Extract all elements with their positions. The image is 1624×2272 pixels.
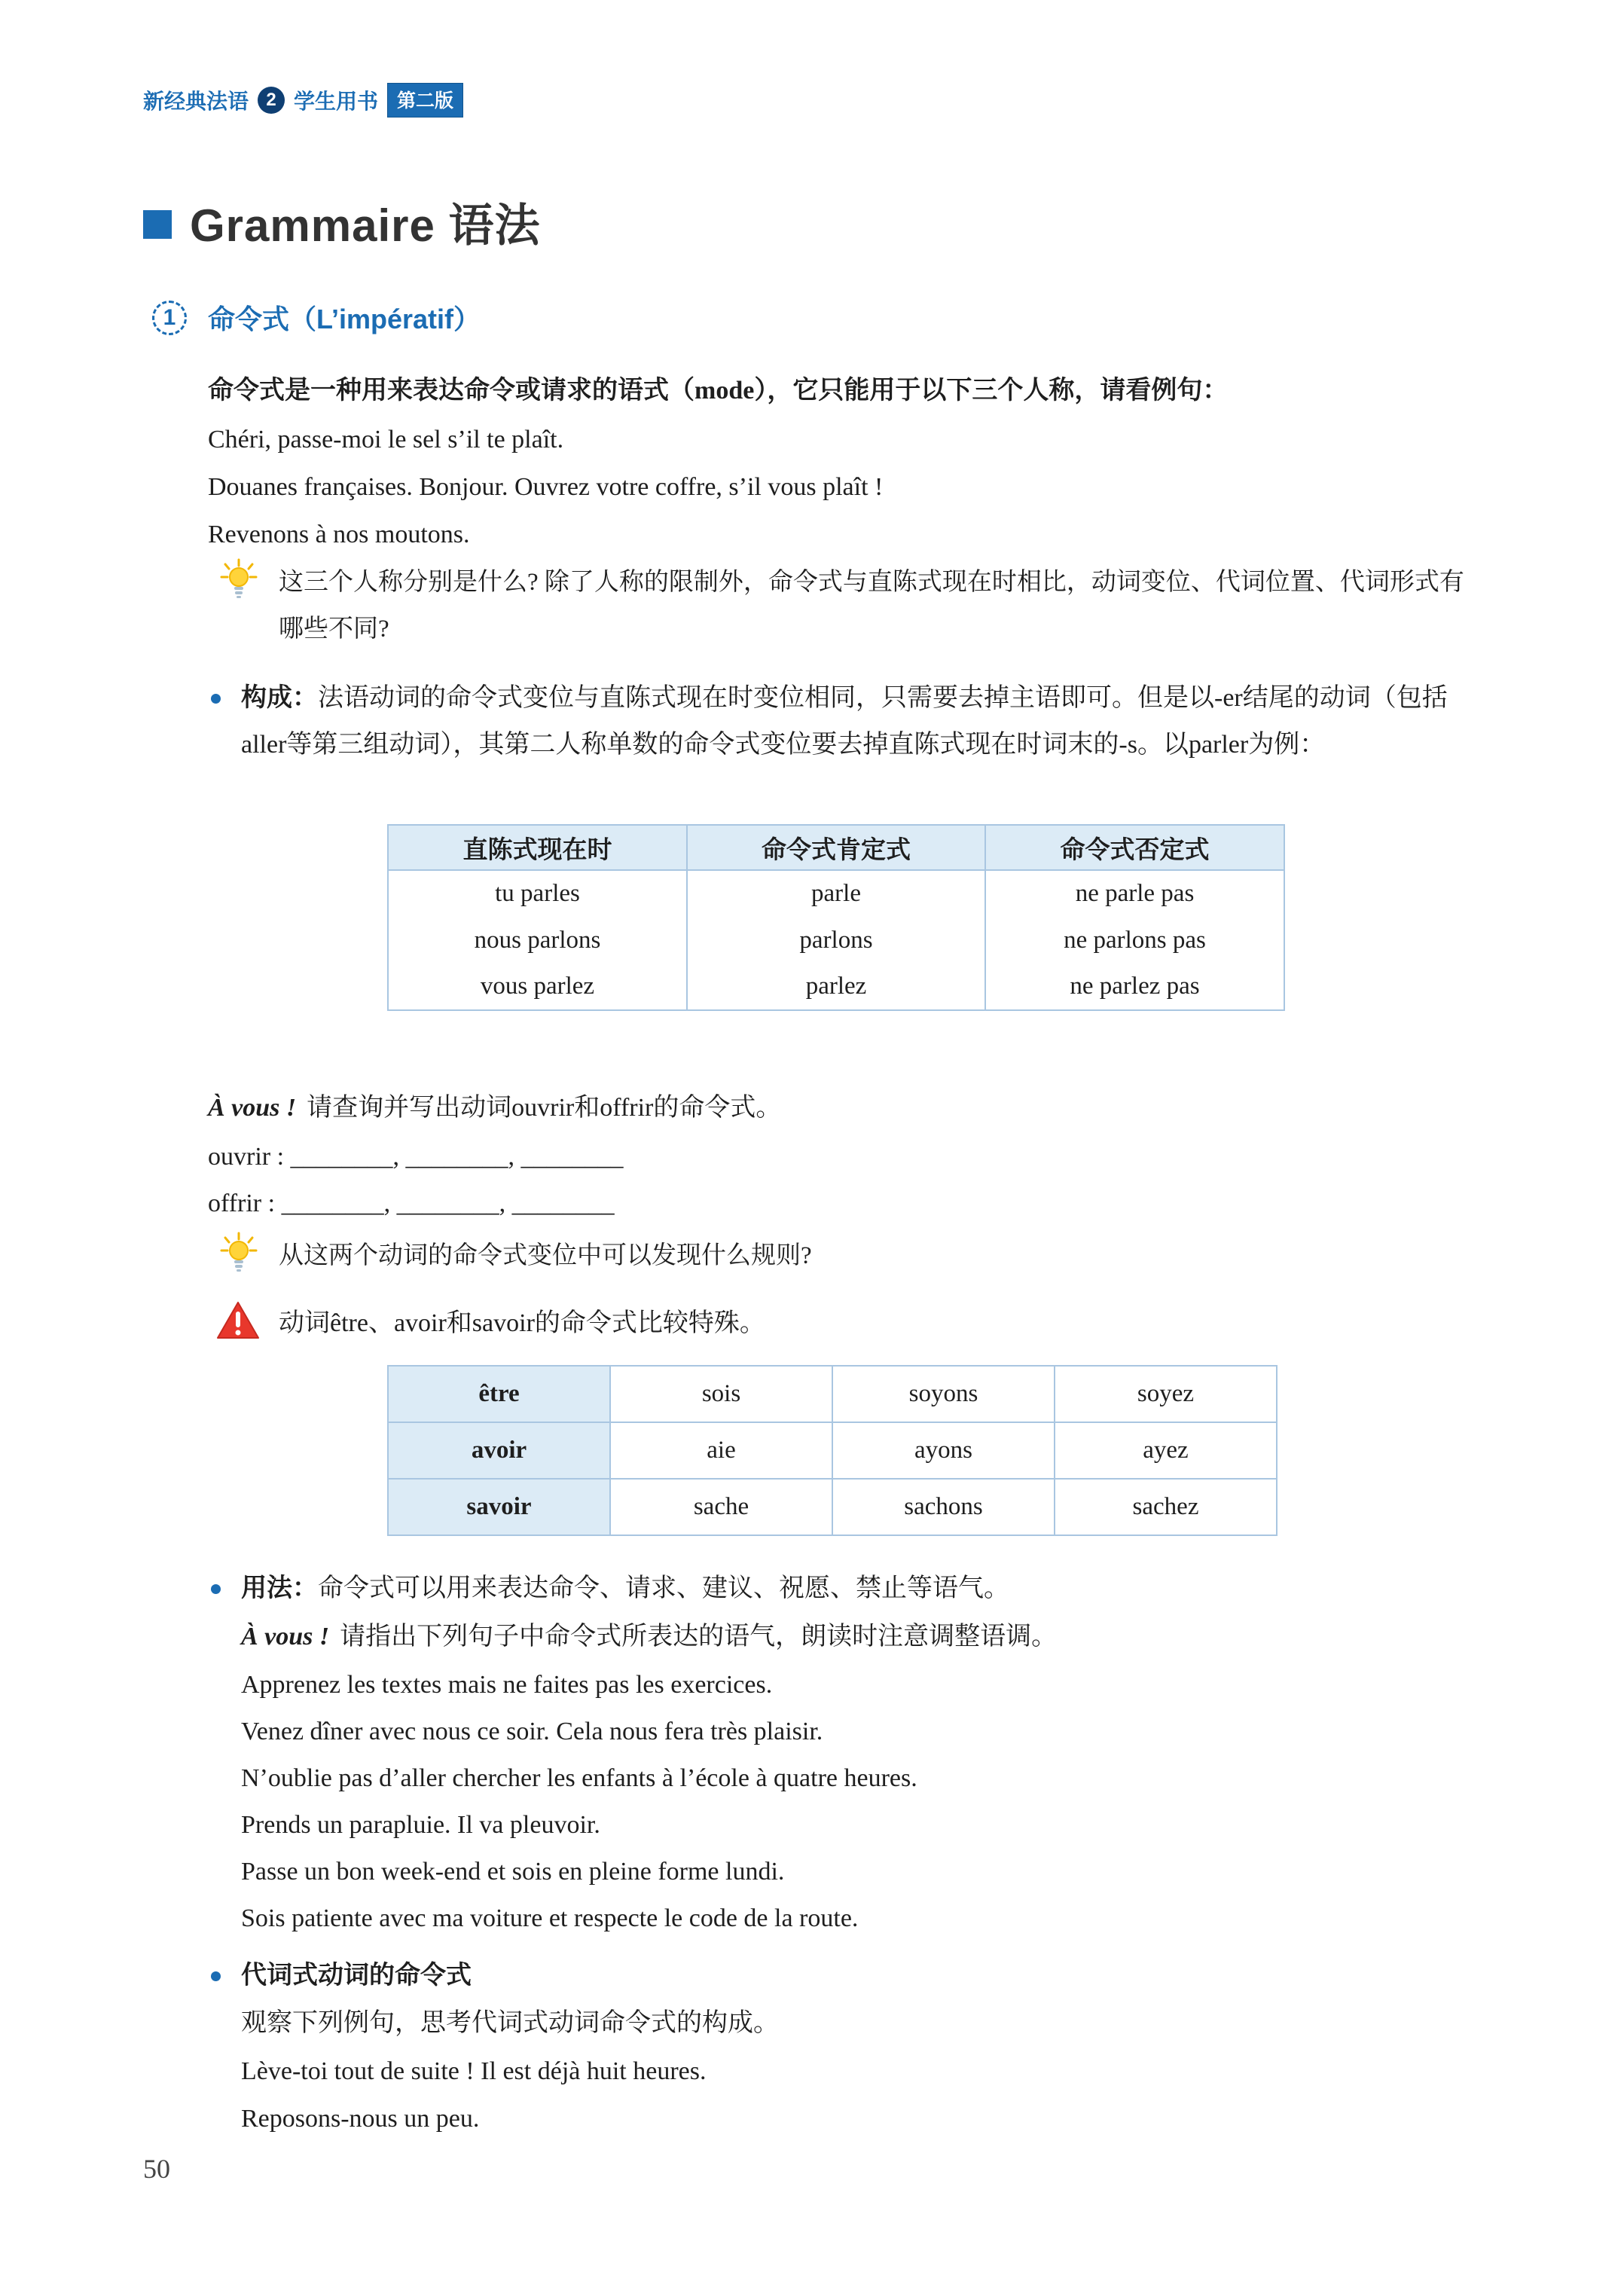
formation-paragraph (241, 675, 1482, 768)
avous-text: 请查询并写出动词ouvrir和offrir的命令式。 (307, 1094, 782, 1122)
book-subtitle: 学生用书 (294, 90, 379, 113)
section-title: 命令式（L’impératif） (208, 304, 481, 334)
table-header-row (388, 825, 1284, 870)
bullet-dot-icon (211, 1584, 221, 1594)
page-number: 50 (143, 2154, 170, 2184)
example-sentence: Chéri, passe-moi le sel s’il te plaît. (208, 426, 564, 453)
pronominal-sentence: Lève-toi tout de suite ! Il est déjà huit heures. (241, 2057, 707, 2085)
section-number-badge: 1 (152, 301, 187, 335)
table-row (388, 1422, 1277, 1479)
avous-label: À vous ! (241, 1623, 330, 1651)
table-cell: tu parles (388, 870, 687, 917)
verb-header-cell: savoir (388, 1479, 610, 1535)
col-header-negative: 命令式否定式 (985, 825, 1284, 870)
table-cell: nous parlons (388, 917, 687, 963)
example-sentence: Revenons à nos moutons. (208, 521, 470, 548)
table-row (388, 917, 1284, 963)
fill-in-blank-line: offrir : ________, ________, ________ (208, 1189, 615, 1217)
lightbulb-icon (217, 557, 261, 605)
pronominal-label: 代词式动词的命令式 (241, 1962, 472, 1990)
usage-sentence: Venez dîner avec nous ce soir. Cela nous fera très plaisir. (241, 1718, 823, 1745)
pronominal-sentence: Reposons-nous un peu. (241, 2105, 480, 2133)
warning-text: 动词être、avoir和savoir的命令式比较特殊。 (279, 1309, 765, 1337)
table-cell: vous parlez (388, 963, 687, 1010)
table-row (388, 1366, 1277, 1422)
avous-label: À vous ! (208, 1094, 297, 1122)
col-header-affirmative: 命令式肯定式 (687, 825, 985, 870)
table-cell: aie (610, 1422, 832, 1479)
table-cell: sachons (832, 1479, 1055, 1535)
usage-text: 命令式可以用来表达命令、请求、建议、祝愿、禁止等语气。 (318, 1574, 1009, 1602)
table-cell: ne parlez pas (985, 963, 1284, 1010)
table-cell: sachez (1055, 1479, 1277, 1535)
running-header (143, 83, 463, 118)
table-cell: parlez (687, 963, 985, 1010)
table-cell: ayez (1055, 1422, 1277, 1479)
parler-imperative-table (387, 824, 1285, 1011)
example-sentence: Douanes françaises. Bonjour. Ouvrez votre coffre, s’il vous plaît ! (208, 473, 884, 501)
formation-text: 法语动词的命令式变位与直陈式现在时变位相同，只需要去掉主语即可。但是以-er结尾的动词（包括aller等第三组动词），其第二人称单数的命令式变位要去掉直陈式现在时词末的-s。以parler为例： (241, 684, 1448, 759)
pronominal-heading (241, 1953, 1482, 1999)
usage-label: 用法： (241, 1574, 318, 1602)
intro-paragraph: 命令式是一种用来表达命令或请求的语式（mode），它只能用于以下三个人称，请看例句： (208, 377, 1229, 405)
tip-question: 从这两个动词的命令式变位中可以发现什么规则? (279, 1242, 812, 1269)
usage-paragraph (241, 1565, 1482, 1612)
usage-sentences (241, 1662, 917, 1942)
table-cell: soyez (1055, 1366, 1277, 1422)
tip-block (217, 559, 1480, 652)
usage-sentence: Passe un bon week-end et sois en pleine forme lundi. (241, 1858, 785, 1886)
formation-label: 构成： (241, 684, 318, 712)
avous-prompt (241, 1614, 1057, 1660)
bullet-dot-icon (211, 694, 221, 704)
formation-block (208, 675, 1482, 768)
pronominal-instruction: 观察下列例句，思考代词式动词命令式的构成。 (241, 2009, 779, 2037)
series-title: 新经典法语 (143, 90, 249, 113)
avous-prompt (208, 1085, 781, 1131)
tip-block (217, 1232, 1480, 1279)
verb-header-cell: avoir (388, 1422, 610, 1479)
pronominal-sentences (241, 2048, 706, 2142)
usage-sentence: Prends un parapluie. Il va pleuvoir. (241, 1811, 600, 1839)
table-cell: ayons (832, 1422, 1055, 1479)
volume-badge: 2 (258, 87, 285, 114)
usage-block (208, 1565, 1482, 1612)
usage-sentence: Sois patiente avec ma voiture et respecte le code de la route. (241, 1904, 859, 1932)
table-row (388, 1479, 1277, 1535)
table-row (388, 963, 1284, 1010)
lightbulb-icon (217, 1231, 261, 1278)
table-cell: ne parlons pas (985, 917, 1284, 963)
fill-in-blank-line: ouvrir : ________, ________, ________ (208, 1143, 624, 1171)
blue-square-icon (143, 210, 172, 239)
avous-text: 请指出下列句子中命令式所表达的语气，朗读时注意调整语调。 (340, 1623, 1058, 1651)
table-cell: ne parle pas (985, 870, 1284, 917)
chapter-title: Grammaire 语法 (190, 200, 541, 251)
example-sentences (208, 416, 883, 558)
table-cell: sache (610, 1479, 832, 1535)
table-cell: soyons (832, 1366, 1055, 1422)
table-row (388, 870, 1284, 917)
table-cell: parlons (687, 917, 985, 963)
verb-header-cell: être (388, 1366, 610, 1422)
col-header-indicative: 直陈式现在时 (388, 825, 687, 870)
warning-block (215, 1302, 765, 1345)
section-heading (152, 298, 481, 337)
pronominal-block (208, 1953, 1482, 1999)
table-cell: parle (687, 870, 985, 917)
table-cell: sois (610, 1366, 832, 1422)
warning-triangle-icon (215, 1300, 261, 1345)
edition-badge: 第二版 (387, 83, 463, 118)
irregular-imperative-table (387, 1365, 1278, 1536)
usage-sentence: Apprenez les textes mais ne faites pas les exercices. (241, 1671, 773, 1699)
usage-sentence: N’oublie pas d’aller chercher les enfants à l’école à quatre heures. (241, 1764, 917, 1792)
bullet-dot-icon (211, 1971, 221, 1981)
chapter-title-row (143, 190, 541, 255)
tip-question: 这三个人称分别是什么? 除了人称的限制外，命令式与直陈式现在时相比，动词变位、代词位置、代词形式有哪些不同? (279, 569, 1464, 643)
